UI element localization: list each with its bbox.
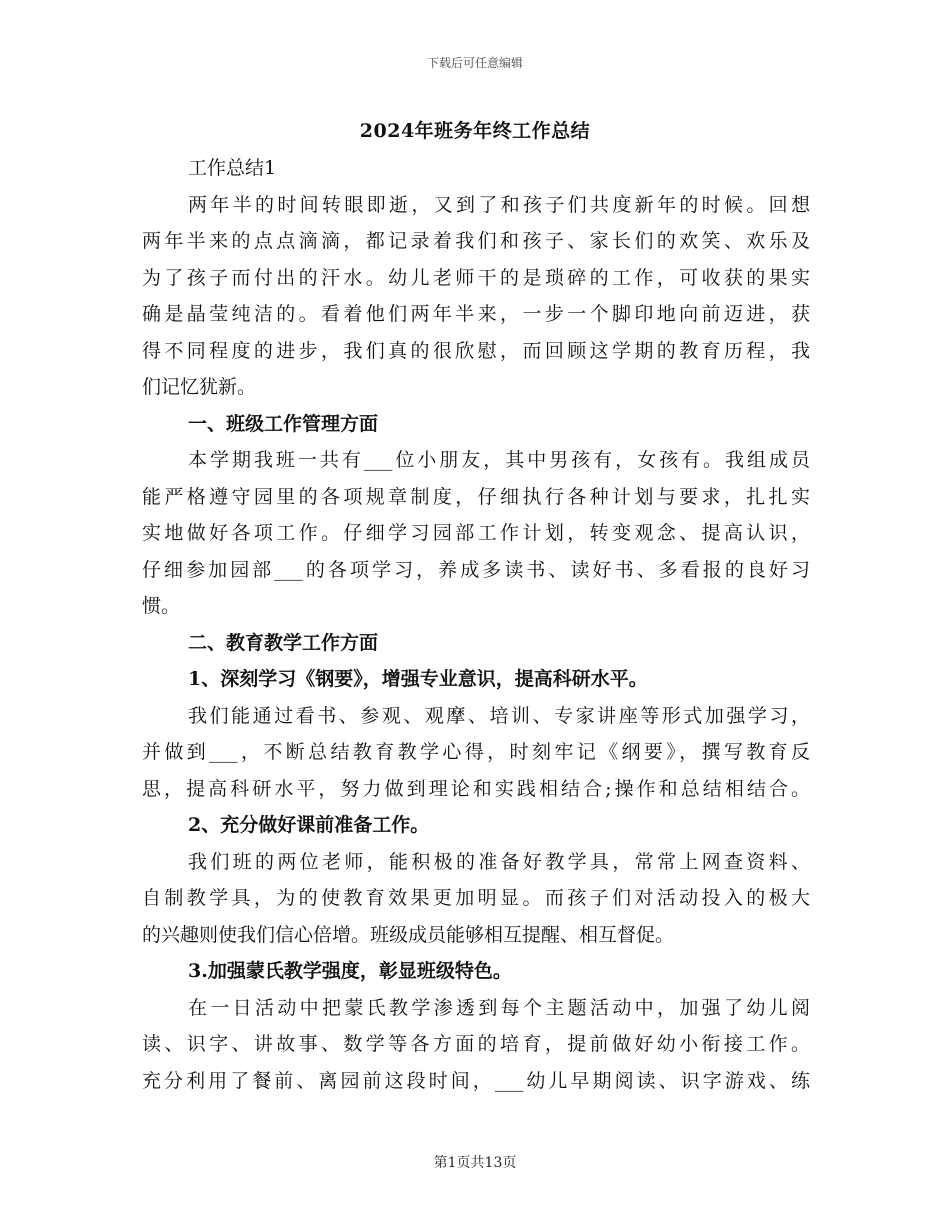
paragraph-line: 确是晶莹纯洁的。看着他们两年半来，一步一个脚印地向前迈进，获 <box>142 303 810 325</box>
paragraph-line: 得不同程度的进步，我们真的很欣慰，而回顾这学期的教育历程，我 <box>142 339 810 362</box>
paragraph-line: 在一日活动中把蒙氏教学渗透到每个主题活动中，加强了幼儿阅 <box>188 996 810 1019</box>
paragraph-line: 仔细参加园部___的各项学习，养成多读书、读好书、多看报的良好习 <box>142 558 810 581</box>
section-heading-line: 3.加强蒙氏教学强度，彰显班级特色。 <box>188 960 512 982</box>
section-heading-line: 二、教育教学工作方面 <box>188 631 379 654</box>
paragraph-line: 并做到___，不断总结教育教学心得，时刻牢记《纲要》，撰写教育反 <box>142 741 810 763</box>
document-title: 2024年班务年终工作总结 <box>359 120 591 142</box>
paragraph-line: 自制教学具，为的使教育效果更加明显。而孩子们对活动投入的极大 <box>142 887 810 909</box>
paragraph-line: 能严格遵守园里的各项规章制度，仔细执行各种计划与要求，扎扎实 <box>142 485 810 508</box>
paragraph-line: 本学期我班一共有___位小朋友，其中男孩有，女孩有。我组成员 <box>188 449 810 471</box>
document-body <box>142 150 810 1099</box>
header-note: 下载后可任意编辑 <box>426 56 523 70</box>
paragraph-line: 的兴趣则使我们信心倍增。班级成员能够相互提醒、相互督促。 <box>142 923 675 946</box>
paragraph-line: 我们班的两位老师，能积极的准备好教学具，常常上网查资料、 <box>188 850 810 873</box>
paragraph-line: 为了孩子而付出的汗水。幼儿老师干的是琐碎的工作，可收获的果实 <box>142 266 810 289</box>
paragraph-line: 惯。 <box>142 595 181 617</box>
paragraph-line: 两年半来的点点滴滴，都记录着我们和孩子、家长们的欢笑、欢乐及 <box>142 230 810 252</box>
section-heading-line: 一、班级工作管理方面 <box>188 412 379 435</box>
paragraph-line: 读、识字、讲故事、数学等各方面的培育，提前做好幼小衔接工作。 <box>142 1033 810 1055</box>
paragraph-line: 思，提高科研水平，努力做到理论和实践相结合;操作和总结相结合。 <box>142 777 810 800</box>
section-heading-line: 1、深刻学习《钢要》，增强专业意识，提高科研水平。 <box>188 668 648 690</box>
paragraph-line: 们记忆犹新。 <box>142 376 257 398</box>
paragraph-line: 充分利用了餐前、离园前这段时间，___幼儿早期阅读、识字游戏、练 <box>142 1069 810 1092</box>
paragraph-line: 两年半的时间转眼即逝，又到了和孩子们共度新年的时候。回想 <box>188 193 810 216</box>
paragraph-line: 我们能通过看书、参观、观摩、培训、专家讲座等形式加强学习， <box>188 704 810 727</box>
page-footer: 第1页共13页 <box>433 1155 517 1171</box>
paragraph-line: 工作总结1 <box>188 157 277 179</box>
paragraph-line: 实地做好各项工作。仔细学习园部工作计划，转变观念、提高认识， <box>142 522 810 544</box>
section-heading-line: 2、充分做好课前准备工作。 <box>188 814 430 836</box>
